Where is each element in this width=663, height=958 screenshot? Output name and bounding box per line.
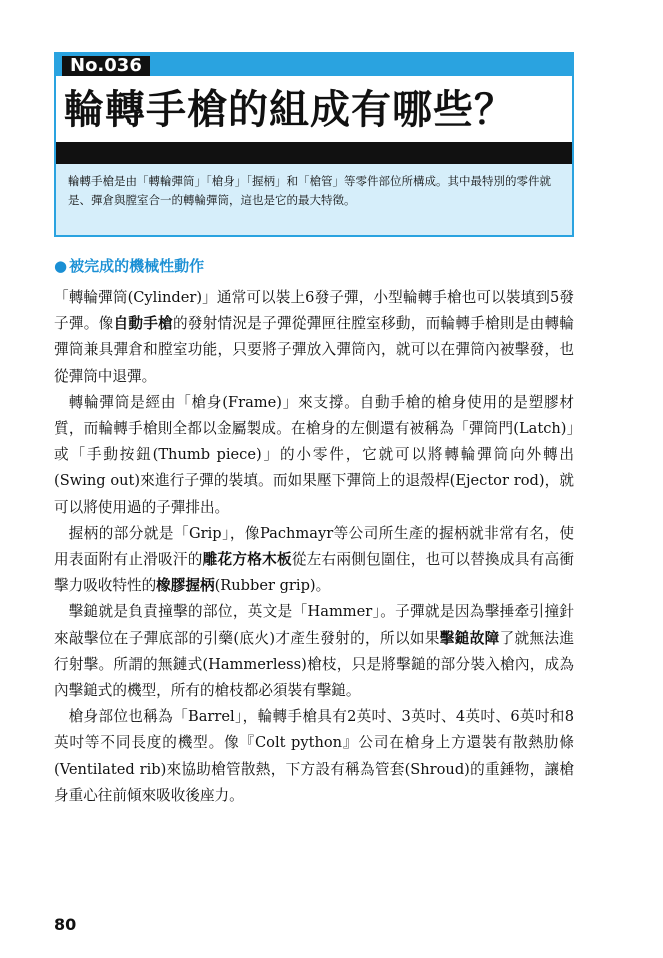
paragraph (54, 521, 574, 600)
paragraph (54, 390, 574, 521)
bold-term: 雕花方格木板 (202, 551, 292, 569)
text-segment: 握柄的部分就是「Grip」，像Pachmayr等公司所生產的握柄就非常有名，使用表面附有止滑吸汗的 (54, 524, 574, 569)
page-number: 80 (54, 915, 77, 934)
text-segment: 「轉輪彈筒(Cylinder)」通常可以裝上6發子彈，小型輪轉手槍也可以裝填到5發子彈。像 (54, 289, 574, 333)
text-segment: 了就無法進行射擊。所謂的無鏈式(Hammerless)槍枝，只是將擊鎚的部分裝入槍內，成為內擊鎚式的機型，所有的槍枝都必須裝有擊鎚。 (54, 629, 574, 700)
text-segment: 轉輪彈筒是經由「槍身(Frame)」來支撐。自動手槍的槍身使用的是塑膠材質，而輪轉手槍則全都以金屬製成。在槍身的左側還有被稱為「彈筒門(Latch)」或「手動按鈕(Thumb piece)」的小零件，它就可以將轉輪彈筒向外轉出(Swing out)來進行子彈的裝填。而如果壓下彈筒上的退殼桿(Ejector rod)，就可以將使用過的子彈排出。 (54, 393, 574, 516)
bullet-dot-icon: ● (54, 257, 68, 275)
body-text (54, 285, 574, 809)
summary-text: 輪轉手槍是由「轉輪彈筒」「槍身」「握柄」和「槍管」等零件部位所構成。其中最特別的零件就是、彈倉與膛室合一的轉輪彈筒，這也是它的最大特徵。 (56, 164, 572, 235)
text-segment: 從左右兩側包圍住，也可以替換成具有高衝擊力吸收特性的 (54, 551, 574, 595)
topic-number-label: No.036 (62, 56, 150, 76)
paragraph (54, 285, 574, 390)
text-segment: (Rubber grip)。 (214, 577, 331, 595)
bold-term: 擊鎚故障 (439, 629, 500, 647)
bold-term: 橡膠握柄 (156, 577, 215, 595)
bold-term: 自動手槍 (113, 315, 173, 333)
page-title: 輪轉手槍的組成有哪些？ (64, 87, 515, 133)
text-segment: 的發射情況是子彈從彈匣往膛室移動，而輪轉手槍則是由轉輪彈筒兼具彈倉和膛室功能，只要將子彈放入彈筒內，就可以在彈筒內被擊發，也從彈筒中退彈。 (54, 315, 574, 385)
text-segment: 槍身部位也稱為「Barrel」，輪轉手槍具有2英吋、3英吋、4英吋、6英吋和8英吋等不同長度的機型。像『Colt python』公司在槍身上方還裝有散熱肋條(Ventilated rib)來協助槍管散熱，下方設有稱為管套(Shroud)的重錘物，讓槍身重心往前傾來吸收後座力。 (54, 708, 574, 804)
text-segment: 擊鎚就是負責撞擊的部位，英文是「Hammer」。子彈就是因為擊捶牽引撞針來敲擊位在子彈底部的引藥(底火)才產生發射的，所以如果 (54, 603, 574, 647)
paragraph (54, 599, 574, 704)
paragraph (54, 704, 574, 809)
section-heading (54, 256, 204, 276)
topic-header-box (54, 52, 574, 237)
section-heading-text: 被完成的機械性動作 (69, 257, 205, 275)
header-divider-bar (56, 142, 572, 164)
